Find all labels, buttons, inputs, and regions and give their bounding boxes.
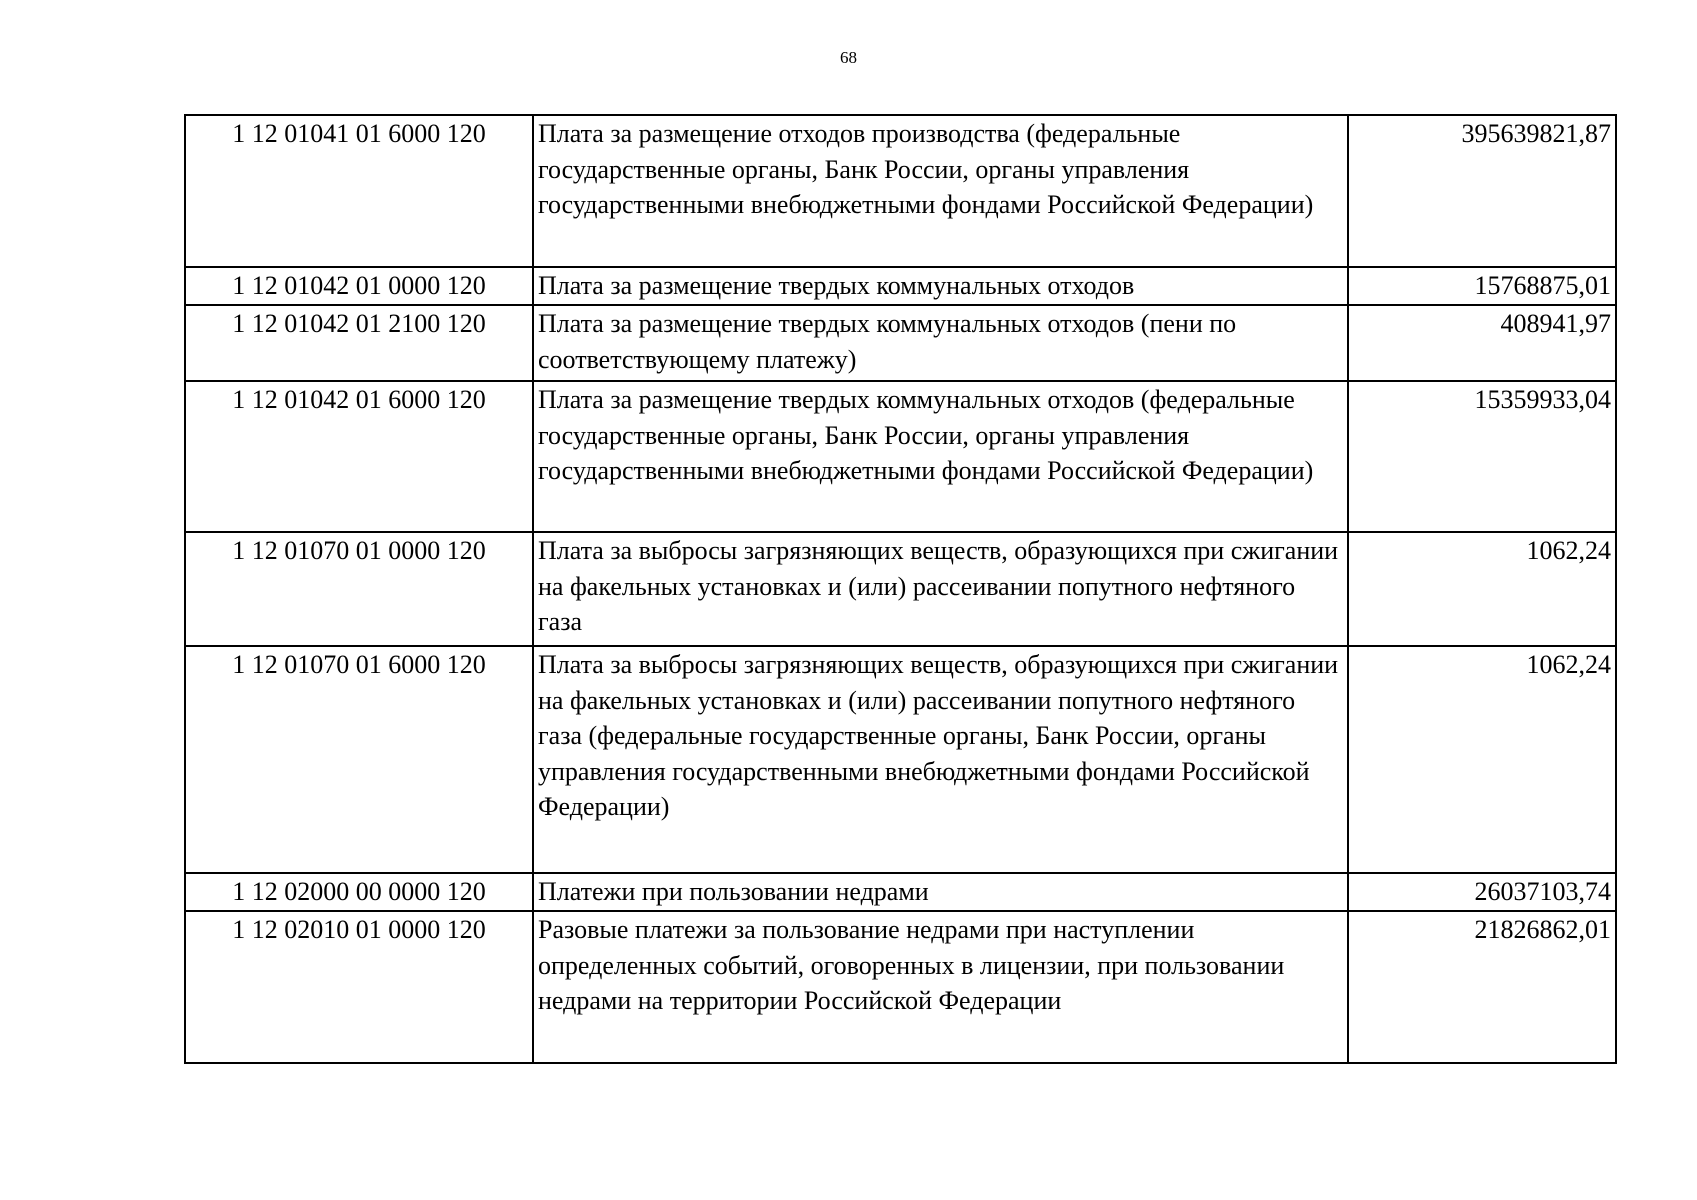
page-number: 68 [840,48,857,67]
table-row [185,267,1616,305]
kbk-code-cell: 1 12 01041 01 6000 120 [185,115,533,267]
amount-cell: 21826862,01 [1348,911,1616,1063]
kbk-code-cell: 1 12 01070 01 0000 120 [185,532,533,646]
table-row [185,873,1616,911]
kbk-code-cell: 1 12 02000 00 0000 120 [185,873,533,911]
table-row [185,911,1616,1063]
table-row [185,381,1616,532]
description-cell: Платежи при пользовании недрами [533,873,1348,911]
kbk-code-cell: 1 12 01042 01 6000 120 [185,381,533,532]
amount-cell: 15768875,01 [1348,267,1616,305]
kbk-code-cell: 1 12 01042 01 0000 120 [185,267,533,305]
amount-cell: 395639821,87 [1348,115,1616,267]
amount-cell: 408941,97 [1348,305,1616,381]
amount-cell: 26037103,74 [1348,873,1616,911]
table-row [185,115,1616,267]
amount-cell: 15359933,04 [1348,381,1616,532]
description-cell: Разовые платежи за пользование недрами при наступлении определенных событий, оговоренных в лицензии, при пользовании недрами на территории Российской Федерации [533,911,1348,1063]
table-row [185,532,1616,646]
kbk-code-cell: 1 12 01042 01 2100 120 [185,305,533,381]
amount-cell: 1062,24 [1348,646,1616,873]
kbk-code-cell: 1 12 02010 01 0000 120 [185,911,533,1063]
revenue-table [184,114,1617,1064]
amount-cell: 1062,24 [1348,532,1616,646]
description-cell: Плата за выбросы загрязняющих веществ, образующихся при сжигании на факельных установках и (или) рассеивании попутного нефтяного газа (федеральные государственные органы, Банк России, органы управления государственными внебюджетными фондами Российской Федерации) [533,646,1348,873]
description-cell: Плата за размещение отходов производства (федеральные государственные органы, Банк России, органы управления государственными внебюджетными фондами Российской Федерации) [533,115,1348,267]
table-row [185,646,1616,873]
description-cell: Плата за размещение твердых коммунальных отходов [533,267,1348,305]
kbk-code-cell: 1 12 01070 01 6000 120 [185,646,533,873]
description-cell: Плата за выбросы загрязняющих веществ, образующихся при сжигании на факельных установках и (или) рассеивании попутного нефтяного газа [533,532,1348,646]
description-cell: Плата за размещение твердых коммунальных отходов (федеральные государственные органы, Банк России, органы управления государственными внебюджетными фондами Российской Федерации) [533,381,1348,532]
table-row [185,305,1616,381]
description-cell: Плата за размещение твердых коммунальных отходов (пени по соответствующему платежу) [533,305,1348,381]
